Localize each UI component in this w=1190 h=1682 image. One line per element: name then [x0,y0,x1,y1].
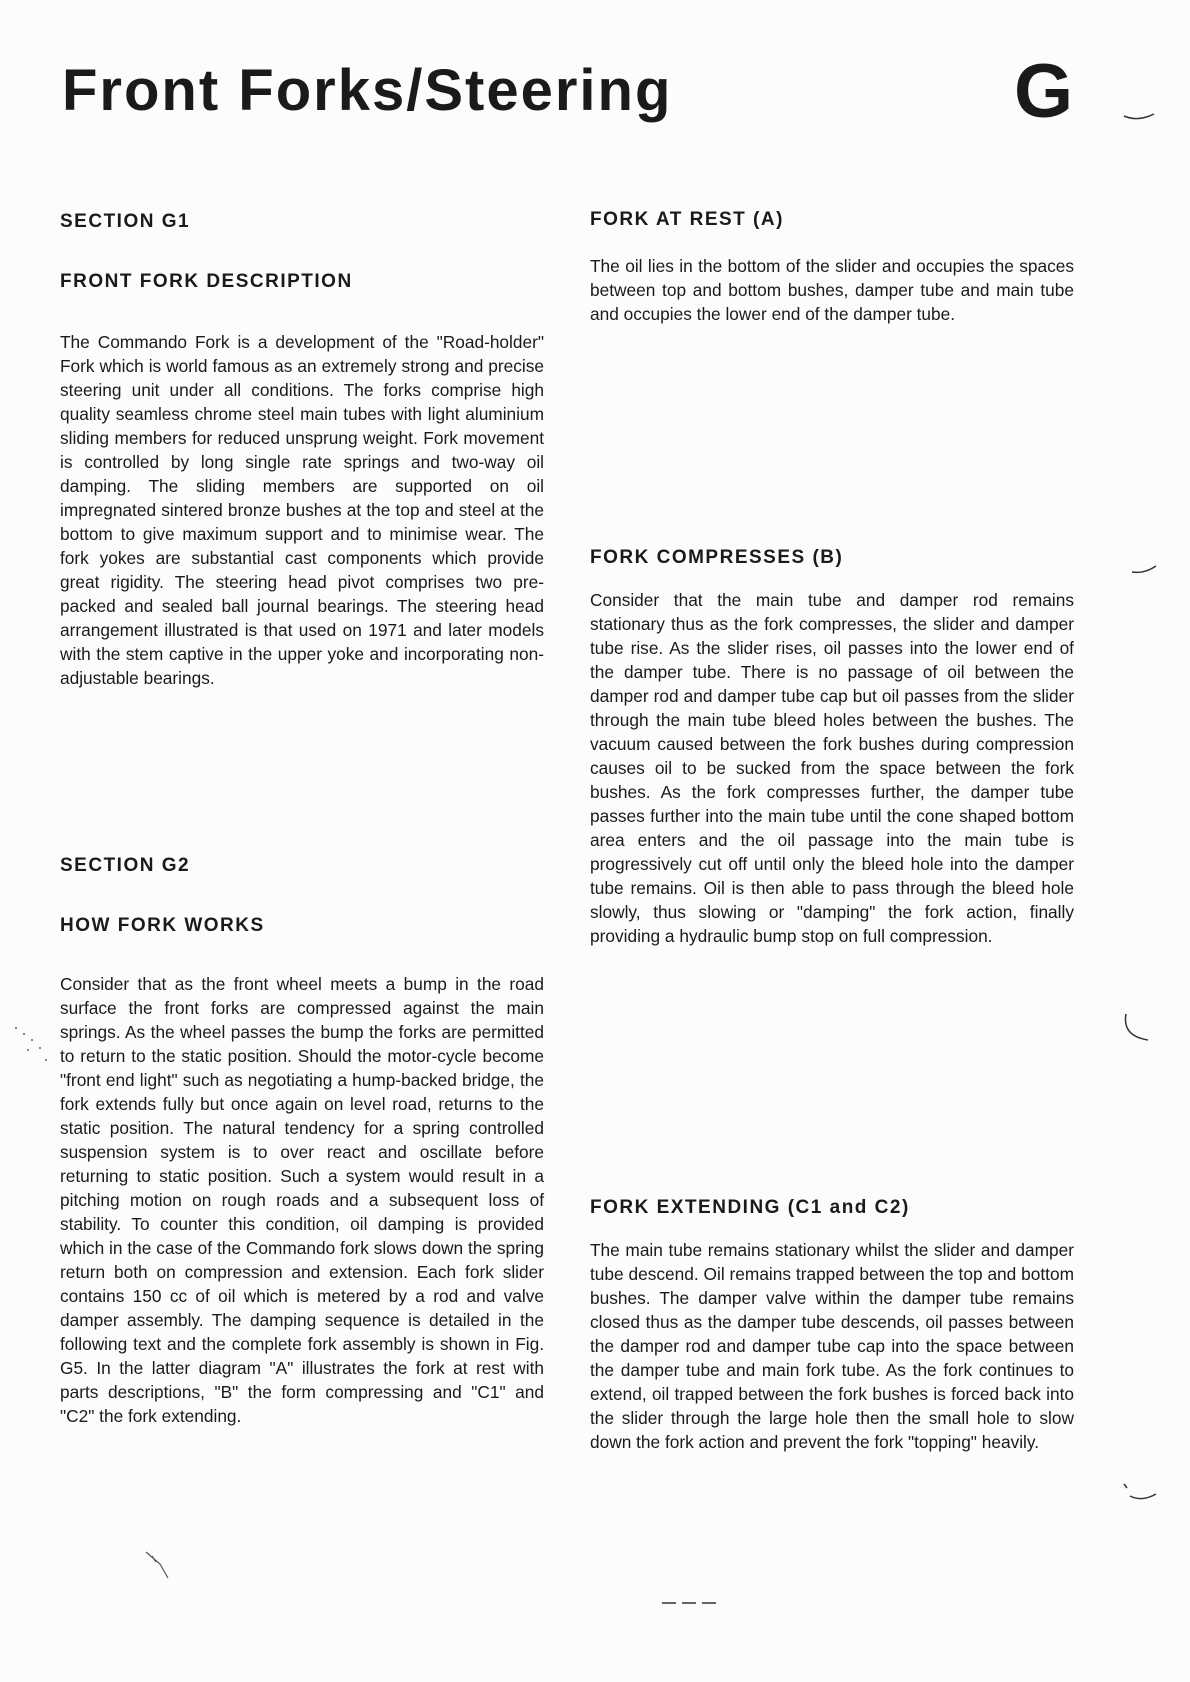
chapter-letter: G [1014,49,1074,134]
scan-speckle-mark [142,1548,182,1588]
footer-dash-mark [660,1598,730,1608]
scan-speckle-mark [6,1020,56,1080]
section-g1-heading: SECTION G1 [60,211,191,232]
margin-mark [1118,1008,1158,1048]
margin-mark [1122,1480,1162,1510]
margin-mark [1120,96,1160,126]
page-title: Front Forks/Steering [62,58,673,123]
how-fork-works-text: Consider that as the front wheel meets a bump in the road surface the front forks are compressed against the main springs. As the wheel passes the bump the forks are permitted to return to the static position. Should the motor-cycle become "front end light" such as negotiating a hump-backed bridge, the fork extends fully but once again on level road, returns to the static position. The natural tendency for a spring controlled suspension system is to over react and oscillate before returning to static position. Such a system would result in a pitching motion on rough roads and a subsequent loss of stability. To counter this condition, oil damping is provided which in the case of the Commando fork slows down the spring return both on compression and extension. Each fork slider contains 150 cc of oil which is metered by a rod and valve damper assembly. The damping sequence is detailed in the following text and the complete fork assembly is shown in Fig. G5. In the latter diagram "A" illustrates the fork at rest with parts descriptions, "B" the form compressing and "C1" and "C2" the fork extending. [60,974,544,1426]
fork-extending-text: The main tube remains stationary whilst the slider and damper tube descend. Oil remains trapped between the top and bottom bushes. The damper valve within the damper tube remains closed thus as the damper tube descends, oil passes between the damper rod and damper tube cap into the space between the damper tube and main fork tube. As the fork continues to extend, oil trapped between the fork bushes is forced back into the slider through the large hole then the small hole to slow down the fork action and prevent the fork "topping" heavily. [590,1240,1074,1452]
fork-at-rest-text: The oil lies in the bottom of the slider and occupies the spaces between top and bottom bushes, damper tube and main tube and occupies the lower end of the damper tube. [590,256,1074,324]
fork-compresses-heading: FORK COMPRESSES (B) [590,547,844,568]
margin-mark [1130,560,1160,580]
fork-compresses-text: Consider that the main tube and damper rod remains stationary thus as the fork compresses, the slider and damper tube rise. As the slider rises, oil passes into the lower end of the damper tube. There is no passage of oil between the damper rod and damper tube cap but oil passes from the slider through the main tube bleed holes between the bushes. The vacuum caused between the fork bushes during compression causes oil to be sucked from the space between the fork bushes. As the fork compresses further, the damper tube passes further into the main tube until the cone shaped bottom area enters and the oil passage into the main tube is progressively cut off until only the bleed hole into the damper tube remains. Oil is then able to pass through the bleed hole slowly, thus slowing or "damping" the fork action, finally providing a hydraulic bump stop on full compression. [590,590,1074,946]
how-fork-works-heading: HOW FORK WORKS [60,915,265,936]
fork-extending-heading: FORK EXTENDING (C1 and C2) [590,1197,910,1218]
front-fork-description-text: The Commando Fork is a development of the "Road-holder" Fork which is world famous as an extremely strong and precise steering unit under all conditions. The forks comprise high quality seamless chrome steel main tubes with light aluminium sliding members for reduced unsprung weight. Fork movement is controlled by long single rate springs and two-way oil damping. The sliding members are supported on oil impregnated sintered bronze bushes at the top and steel at the bottom to give maximum support and to minimise wear. The fork yokes are substantial cast components which provide great rigidity. The steering head pivot comprises two pre-packed and sealed ball journal bearings. The steering head arrangement illustrated is that used on 1971 and later models with the stem captive in the upper yoke and incorporating non-adjustable bearings. [60,332,544,688]
fork-at-rest-heading: FORK AT REST (A) [590,209,784,230]
section-g2-heading: SECTION G2 [60,855,191,876]
front-fork-description-heading: FRONT FORK DESCRIPTION [60,271,353,292]
